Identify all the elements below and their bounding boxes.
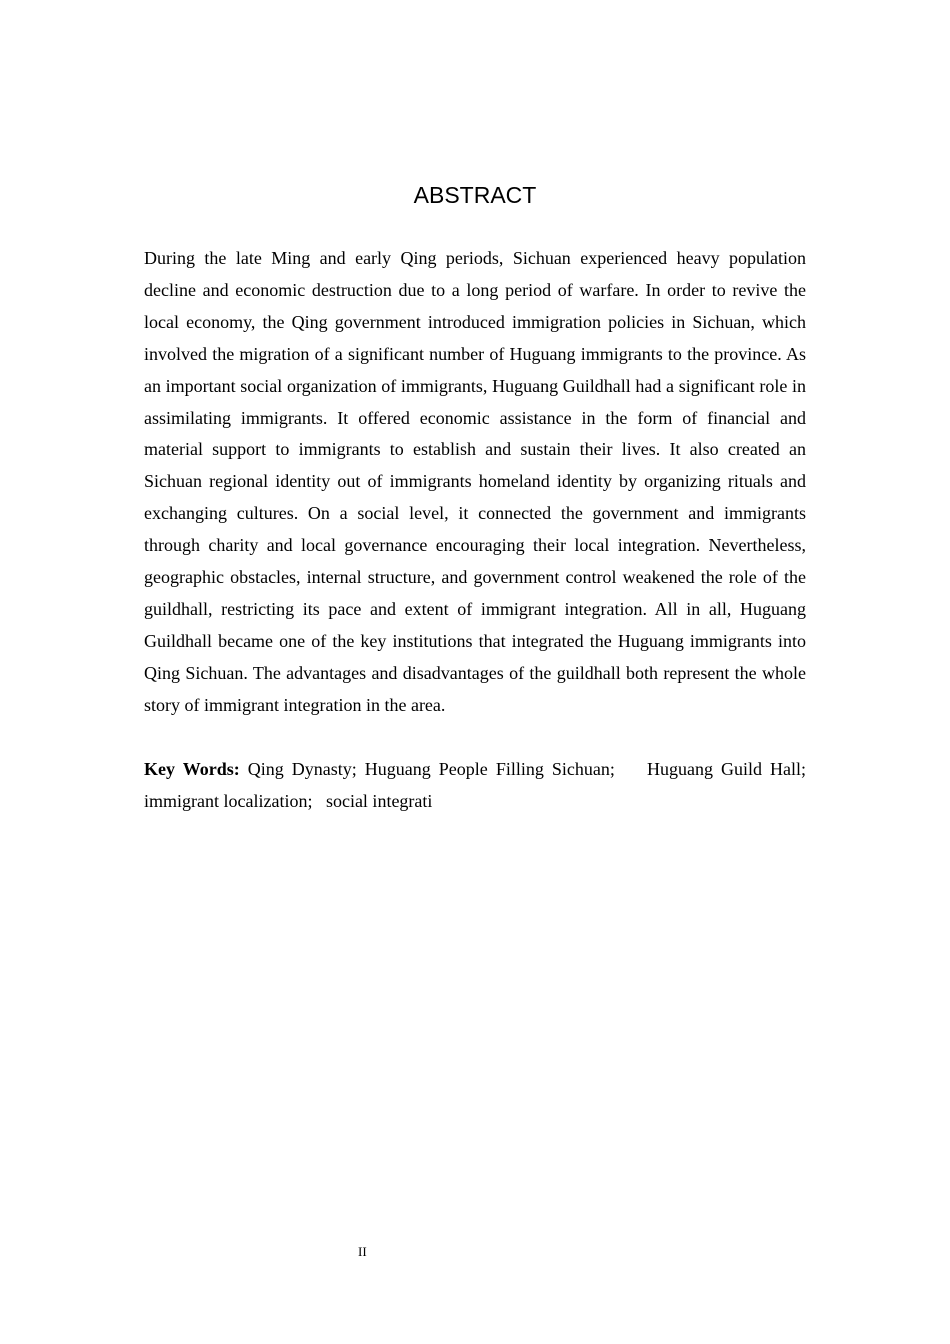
page-number: II (358, 1244, 367, 1259)
abstract-body: During the late Ming and early Qing periods, Sichuan experienced heavy population decline and economic destruction due to a long period of warfare. In order to revive the local economy, the Qing government introduced immigration policies in Sichuan, which involved the migration of a significant number of Huguang immigrants to the province. As an important social organization of immigrants, Huguang Guildhall had a significant role in assimilating immigrants. It offered economic assistance in the form of financial and material support to immigrants to establish and sustain their lives. It also created an Sichuan regional identity out of immigrants homeland identity by organizing rituals and exchanging cultures. On a social level, it connected the government and immigrants through charity and local governance encouraging their local integration. Nevertheless, geographic obstacles, internal structure, and government control weakened the role of the guildhall, restricting its pace and extent of immigrant integration. All in all, Huguang Guildhall became one of the key institutions that integrated the Huguang immigrants into Qing Sichuan. The advantages and disadvantages of the guildhall both represent the whole story of immigrant integration in the area. (144, 248, 806, 715)
keywords-text: Qing Dynasty; Huguang People Filling Sichuan; Huguang Guild Hall; immigrant localization; social integrati (144, 759, 806, 811)
keywords-label: Key Words: (144, 759, 240, 779)
keywords-paragraph (144, 754, 806, 818)
abstract-title: ABSTRACT (413, 182, 537, 208)
